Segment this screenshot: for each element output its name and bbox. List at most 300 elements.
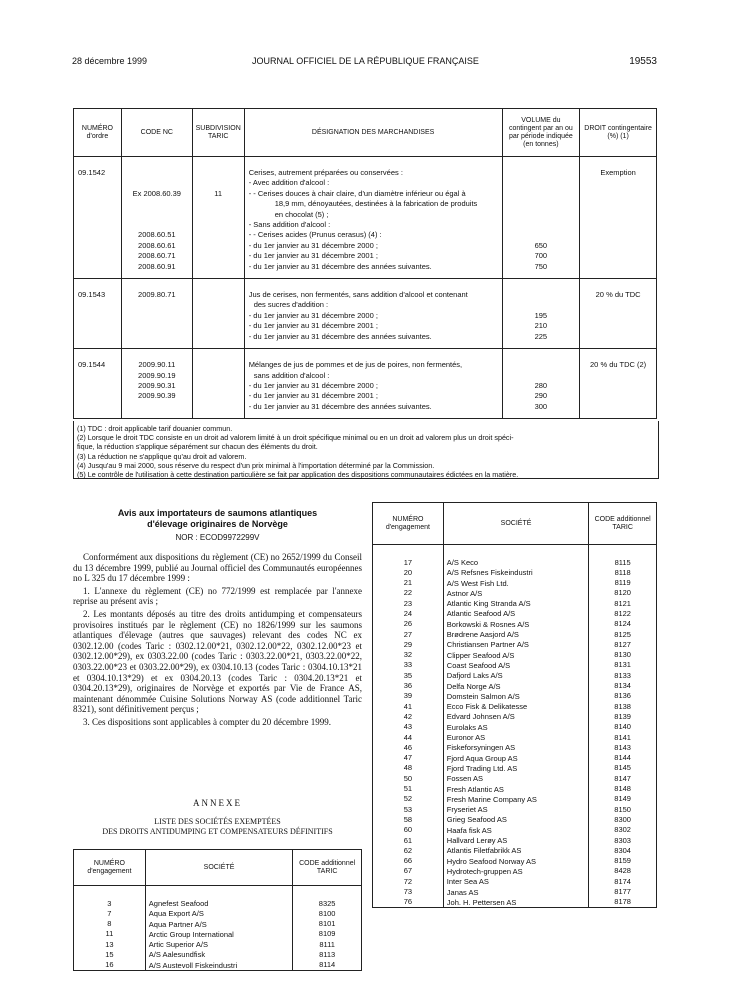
company-name-cell — [443, 660, 589, 670]
company-name: Haafa fisk AS — [446, 825, 492, 835]
volume-blank — [507, 360, 576, 370]
volume-value: 650 — [534, 240, 548, 250]
subdivision-cell — [192, 349, 244, 419]
engagement-number: 62 — [373, 845, 444, 855]
taric-code: 8121 — [589, 598, 657, 608]
engagement-number: 66 — [373, 856, 444, 866]
taric-code: 8124 — [589, 619, 657, 629]
company-name-cell — [443, 753, 589, 763]
subdivision-blank — [197, 381, 240, 391]
header-journal-title: JOURNAL OFFICIEL DE LA RÉPUBLIQUE FRANÇAISE — [252, 56, 479, 66]
code-nc-blank — [126, 168, 188, 178]
company-row — [373, 639, 657, 649]
engagement-number: 35 — [373, 670, 444, 680]
taric-code: 8127 — [589, 639, 657, 649]
engagement-number: 26 — [373, 619, 444, 629]
company-name: Aqua Export A/S — [148, 909, 204, 919]
engagement-number: 58 — [373, 814, 444, 824]
company-name: A/S Refsnes Fiskeindustri — [446, 568, 533, 578]
taric-code: 8133 — [589, 670, 657, 680]
engagement-number: 3 — [74, 898, 146, 908]
volume-blank — [507, 178, 576, 188]
company-name: Astnor A/S — [446, 588, 483, 598]
company-name: Fiskeforsyningen AS — [446, 743, 516, 753]
designation-line: - du 1er janvier au 31 décembre 2001 ; — [248, 391, 378, 401]
company-row — [74, 929, 362, 939]
taric-code: 8325 — [293, 898, 362, 908]
taric-code: 8119 — [589, 578, 657, 588]
taric-code: 8303 — [589, 835, 657, 845]
col-code-nc: CODE NC — [121, 109, 192, 157]
company-name: Hydro Seafood Norway AS — [446, 856, 536, 866]
companies-table-header — [74, 850, 362, 886]
company-name-cell — [145, 898, 293, 908]
header-date: 28 décembre 1999 — [72, 56, 148, 66]
code-nc-blank — [126, 178, 188, 188]
engagement-number: 60 — [373, 825, 444, 835]
footnote-line: (1) TDC : droit applicable tarif douanier commun. — [77, 424, 233, 433]
subdivision-blank — [197, 311, 240, 321]
company-row — [74, 939, 362, 949]
company-name-cell — [443, 722, 589, 732]
tariff-row — [74, 279, 657, 349]
company-name: Fryseriet AS — [446, 805, 488, 815]
footnote-line: (2) Lorsque le droit TDC consiste en un droit ad valorem limité à un droit spécifique minimal ou en un droit ad valorem plus un droit spéci- — [77, 433, 514, 443]
subdivision-blank — [197, 360, 240, 370]
company-name: A/S Keco — [446, 558, 479, 567]
taric-code: 8140 — [589, 722, 657, 732]
volume-cell — [502, 279, 580, 349]
droit-cell — [580, 279, 657, 349]
taric-code: 8150 — [589, 804, 657, 814]
taric-code: 8122 — [589, 608, 657, 618]
numero-ordre — [74, 279, 122, 349]
company-name-cell — [443, 732, 589, 742]
designation-line: - - Cerises acides (Prunus cerasus) (4) : — [248, 230, 382, 240]
subdivision-blank — [197, 290, 240, 300]
code-nc-value: 2008.60.61 — [138, 240, 176, 250]
company-name-cell — [443, 804, 589, 814]
company-row — [373, 804, 657, 814]
company-name-cell — [145, 919, 293, 929]
numero-ordre — [74, 157, 122, 279]
engagement-number: 72 — [373, 876, 444, 886]
volume-value: 225 — [534, 331, 548, 341]
company-name: Fjord Trading Ltd. AS — [446, 763, 518, 773]
subdivision-blank — [197, 402, 240, 412]
avis-title-line-2: d'élevage originaires de Norvège — [147, 519, 288, 529]
col-numero-ordre: NUMÉRO d'ordre — [74, 109, 122, 157]
code-nc-value: 2009.90.31 — [138, 380, 176, 390]
company-name: Fresh Atlantic AS — [446, 784, 504, 794]
droit-cell — [580, 349, 657, 419]
company-row — [373, 588, 657, 598]
subdivision-blank — [197, 210, 240, 220]
company-name-cell — [443, 557, 589, 567]
company-row — [373, 722, 657, 732]
engagement-number: 16 — [74, 960, 146, 971]
engagement-number: 33 — [373, 660, 444, 670]
company-row — [373, 825, 657, 835]
companies-table-header — [373, 503, 657, 545]
company-name-cell — [443, 784, 589, 794]
taric-code: 8302 — [589, 825, 657, 835]
volume-value: 300 — [534, 401, 548, 411]
company-name: Coast Seafood A/S — [446, 660, 511, 670]
taric-code: 8100 — [293, 908, 362, 918]
taric-code: 8139 — [589, 711, 657, 721]
company-name: Eurolaks AS — [446, 722, 488, 732]
subdivision-blank — [197, 168, 240, 178]
spacer-cell — [293, 886, 362, 899]
engagement-number: 32 — [373, 650, 444, 660]
engagement-number: 73 — [373, 887, 444, 897]
footnote-line: (3) La réduction ne s'applique qu'au droit ad valorem. — [77, 451, 247, 461]
company-row — [373, 753, 657, 763]
footnote-line: (4) Jusqu'au 9 mai 2000, sous réserve du respect d'un prix minimal à l'importation déterminé par la Commission. — [77, 460, 435, 470]
company-name: Aqua Partner A/S — [148, 919, 207, 929]
subdivision-blank — [197, 391, 240, 401]
designation-cell — [244, 157, 502, 279]
code-nc-cell — [121, 157, 192, 279]
volume-blank — [507, 168, 576, 178]
code-nc-blank — [126, 300, 188, 310]
taric-code: 8178 — [589, 897, 657, 908]
subdivision-blank — [197, 199, 240, 209]
companies-table-right — [372, 502, 657, 908]
subdivision-blank — [197, 321, 240, 331]
company-name-cell — [443, 681, 589, 691]
engagement-number: 21 — [373, 578, 444, 588]
designation-line: - du 1er janvier au 31 décembre des années suivantes. — [248, 401, 432, 411]
company-name: Christiansen Partner A/S — [446, 640, 529, 650]
company-name-cell — [443, 711, 589, 721]
company-name: Inter Sea AS — [446, 877, 489, 887]
company-row — [373, 794, 657, 804]
company-name-cell — [443, 598, 589, 608]
designation-line: en chocolat (5) ; — [274, 209, 329, 219]
numero-ordre — [74, 349, 122, 419]
designation-line: - du 1er janvier au 31 décembre 2000 ; — [248, 240, 378, 250]
company-name: Janas AS — [446, 887, 479, 897]
taric-code: 8159 — [589, 856, 657, 866]
company-name: Joh. H. Pettersen AS — [446, 897, 517, 907]
taric-code: 8143 — [589, 742, 657, 752]
col-numero-engagement: NUMÉRO d'engagement — [373, 503, 444, 545]
company-name: A/S Austevoll Fiskeindustri — [148, 960, 238, 970]
code-nc-value: 2009.90.11 — [138, 360, 176, 370]
col-code-taric: CODE additionnel TARIC — [589, 503, 657, 545]
taric-code: 8149 — [589, 794, 657, 804]
engagement-number: 39 — [373, 691, 444, 701]
company-row — [373, 773, 657, 783]
company-name-cell — [443, 742, 589, 752]
volume-blank — [507, 199, 576, 209]
company-row — [373, 650, 657, 660]
company-row — [373, 660, 657, 670]
subdivision-cell — [192, 157, 244, 279]
company-row — [373, 814, 657, 824]
engagement-number: 50 — [373, 773, 444, 783]
col-societe: SOCIÉTÉ — [145, 850, 293, 886]
taric-code: 8428 — [589, 866, 657, 876]
code-nc-value: 2008.60.91 — [138, 261, 176, 271]
engagement-number: 44 — [373, 732, 444, 742]
designation-line: Mélanges de jus de pommes et de jus de poires, non fermentés, — [248, 360, 463, 370]
volume-blank — [507, 210, 576, 220]
company-row — [373, 711, 657, 721]
company-name: Brødrene Aasjord A/S — [446, 630, 519, 640]
taric-code: 8131 — [589, 660, 657, 670]
company-name-cell — [443, 825, 589, 835]
engagement-number: 29 — [373, 639, 444, 649]
code-nc-blank — [126, 321, 188, 331]
header-page-number: 19553 — [629, 56, 657, 67]
company-row — [373, 876, 657, 886]
taric-code: 8120 — [589, 588, 657, 598]
company-name-cell — [443, 794, 589, 804]
nor-reference: NOR : ECOD9972299V — [175, 533, 260, 542]
company-name: Ecco Fisk & Delikatesse — [446, 702, 528, 712]
taric-code: 8145 — [589, 763, 657, 773]
company-name-cell — [443, 619, 589, 629]
col-volume: VOLUME du contingent par an ou par période indiquée (en tonnes) — [502, 109, 580, 157]
code-nc-cell — [121, 279, 192, 349]
engagement-number: 22 — [373, 588, 444, 598]
company-name-cell — [443, 691, 589, 701]
spacer-cell — [74, 886, 146, 899]
engagement-number: 52 — [373, 794, 444, 804]
designation-line: Jus de cerises, non fermentés, sans addition d'alcool et contenant — [248, 290, 468, 300]
company-name-cell — [443, 578, 589, 588]
company-row — [373, 619, 657, 629]
designation-cell — [244, 349, 502, 419]
volume-value: 290 — [534, 391, 548, 401]
volume-blank — [507, 189, 576, 199]
taric-code: 8118 — [589, 567, 657, 577]
subdivision-blank — [197, 220, 240, 230]
subdivision-blank — [197, 241, 240, 251]
volume-value: 210 — [534, 321, 548, 331]
code-nc-value: 2009.90.39 — [138, 391, 176, 401]
engagement-number: 51 — [373, 784, 444, 794]
numero-ordre-value: 09.1543 — [78, 290, 106, 300]
tariff-footnotes — [73, 424, 653, 479]
spacer-cell — [373, 545, 444, 558]
droit-value: Exemption — [600, 168, 636, 177]
numero-ordre-value: 09.1542 — [78, 168, 106, 177]
avis-paragraph: 2. Les montants déposés au titre des droits antidumping et compensateurs provisoires institués par le règlement (CE) no 1826/1999 sur les saumons atlantiques d'élevage (autres que sauvages) relevant des codes NC ex 0302.12.00 (codes Taric : 0302.12.00*21, 0302.12.00*22, 0302.12.00*23 et 0302.12.00*29), ex 0303.22.00 (codes Taric : 0303.22.00*21, 0303.22.00*22, 0303.22.00*23 et 0303.22.00*29), ex 0304.10.13 (codes Taric : 0304.10.13*21 et 0304.10.13*29) et ex 0304.20.13 (codes Taric : 0304.20.13*21 et 0304.20.13*29), originaires de Norvège et exportés par Vie de France AS, maintenant dénommée Cuisine Solutions Norway AS (code additionnel Taric 8321), sont définitivement perçus ; — [73, 608, 362, 715]
code-nc-blank — [126, 199, 188, 209]
col-designation: DÉSIGNATION DES MARCHANDISES — [244, 109, 502, 157]
company-name-cell — [443, 763, 589, 773]
avis-paragraph: 1. L'annexe du règlement (CE) no 772/1999 est remplacée par l'annexe reprise au présent avis ; — [73, 585, 362, 607]
company-row — [373, 608, 657, 618]
volume-value: 700 — [534, 251, 548, 261]
spacer-cell — [443, 545, 589, 558]
code-nc-value: 2008.60.71 — [138, 251, 176, 261]
taric-code: 8136 — [589, 691, 657, 701]
company-name-cell — [443, 608, 589, 618]
droit-value: 20 % du TDC (2) — [590, 360, 647, 370]
taric-code: 8109 — [293, 929, 362, 939]
company-name-cell — [443, 701, 589, 711]
col-numero-engagement: NUMÉRO d'engagement — [74, 850, 146, 886]
engagement-number: 11 — [74, 929, 146, 939]
spacer-row — [74, 886, 362, 899]
spacer-cell — [589, 545, 657, 558]
company-name-cell — [443, 670, 589, 680]
company-row — [373, 742, 657, 752]
company-row — [373, 567, 657, 577]
engagement-number: 53 — [373, 804, 444, 814]
taric-code: 8134 — [589, 681, 657, 691]
taric-code: 8147 — [589, 773, 657, 783]
company-name-cell — [443, 814, 589, 824]
taric-code: 8144 — [589, 753, 657, 763]
col-subdivision-taric: SUBDIVISION TARIC — [192, 109, 244, 157]
company-row — [373, 835, 657, 845]
code-nc-blank — [126, 311, 188, 321]
volume-blank — [507, 230, 576, 240]
taric-code: 8125 — [589, 629, 657, 639]
company-name-cell — [443, 567, 589, 577]
droit-value: 20 % du TDC — [595, 290, 641, 300]
subdivision-blank — [197, 370, 240, 380]
company-row — [74, 898, 362, 908]
company-name: Hallvard Lerøy AS — [446, 836, 508, 846]
subdivision-blank — [197, 262, 240, 272]
company-name-cell — [443, 588, 589, 598]
annexe-title: ANNEXE — [193, 798, 242, 808]
company-name-cell — [443, 897, 589, 908]
company-name-cell — [443, 650, 589, 660]
subdivision-blank — [197, 251, 240, 261]
taric-code: 8304 — [589, 845, 657, 855]
footnote-line: fique, la réduction s'applique séparément sur chacun des éléments du droit. — [77, 442, 318, 452]
engagement-number: 41 — [373, 701, 444, 711]
taric-code: 8101 — [293, 919, 362, 929]
company-row — [373, 578, 657, 588]
company-name: Fresh Marine Company AS — [446, 794, 537, 804]
volume-blank — [507, 290, 576, 300]
taric-code: 8177 — [589, 887, 657, 897]
company-name: A/S West Fish Ltd. — [446, 578, 509, 588]
company-row — [74, 960, 362, 971]
company-name: Artic Superior A/S — [148, 940, 208, 950]
engagement-number: 67 — [373, 866, 444, 876]
code-nc-value: 2009.80.71 — [138, 290, 176, 300]
company-row — [373, 701, 657, 711]
company-row — [373, 784, 657, 794]
company-name: Delfa Norge A/S — [446, 681, 501, 691]
code-nc-value: 2009.90.19 — [138, 370, 176, 380]
company-name-cell — [145, 939, 293, 949]
company-row — [373, 763, 657, 773]
company-row — [373, 732, 657, 742]
taric-code: 8174 — [589, 876, 657, 886]
company-row — [373, 557, 657, 567]
avis-paragraph: 3. Ces dispositions sont applicables à compter du 20 décembre 1999. — [83, 716, 331, 727]
taric-code: 8138 — [589, 701, 657, 711]
company-name-cell — [443, 866, 589, 876]
designation-line: - Sans addition d'alcool : — [248, 220, 331, 230]
company-name: Borkowski & Rosnes A/S — [446, 619, 530, 629]
engagement-number: 23 — [373, 598, 444, 608]
volume-blank — [507, 370, 576, 380]
code-nc-blank — [126, 210, 188, 220]
avis-body — [73, 552, 362, 730]
company-name: Atlantic Seafood A/S — [446, 609, 516, 619]
code-nc-cell — [121, 349, 192, 419]
engagement-number: 20 — [373, 567, 444, 577]
engagement-number: 15 — [74, 949, 146, 959]
company-row — [373, 845, 657, 855]
taric-code: 8111 — [293, 939, 362, 949]
designation-line: 18,9 mm, dénoyautées, destinées à la fabrication de produits — [274, 199, 478, 209]
code-nc-blank — [126, 332, 188, 342]
col-code-taric: CODE additionnel TARIC — [293, 850, 362, 886]
volume-cell — [502, 349, 580, 419]
engagement-number: 24 — [373, 608, 444, 618]
engagement-number: 46 — [373, 742, 444, 752]
engagement-number: 17 — [373, 557, 444, 567]
company-row — [373, 670, 657, 680]
col-societe: SOCIÉTÉ — [443, 503, 589, 545]
engagement-number: 48 — [373, 763, 444, 773]
tariff-row — [74, 157, 657, 279]
company-row — [373, 866, 657, 876]
company-name: Fjord Aqua Group AS — [446, 753, 518, 763]
company-name: Edvard Johnsen A/S — [446, 712, 515, 722]
company-row — [74, 908, 362, 918]
engagement-number: 7 — [74, 908, 146, 918]
annexe-subtitle — [73, 817, 362, 837]
taric-code: 8130 — [589, 650, 657, 660]
engagement-number: 42 — [373, 711, 444, 721]
designation-line: - du 1er janvier au 31 décembre 2001 ; — [248, 321, 378, 331]
designation-line: - du 1er janvier au 31 décembre des années suivantes. — [248, 331, 432, 341]
company-name: Grieg Seafood AS — [446, 815, 507, 825]
company-name: Agnefest Seafood — [148, 899, 209, 908]
company-name-cell — [443, 773, 589, 783]
company-name: Hydrotech-gruppen AS — [446, 866, 523, 876]
company-name: Dafjord Laks A/S — [446, 671, 503, 681]
designation-line: - du 1er janvier au 31 décembre 2000 ; — [248, 310, 378, 320]
engagement-number: 36 — [373, 681, 444, 691]
droit-cell — [580, 157, 657, 279]
subdivision-value: 11 — [214, 188, 223, 198]
designation-line: - du 1er janvier au 31 décembre 2001 ; — [248, 251, 378, 261]
code-nc-blank — [126, 402, 188, 412]
company-name: Fossen AS — [446, 774, 484, 784]
taric-code: 8114 — [293, 960, 362, 971]
code-nc-blank — [126, 220, 188, 230]
volume-blank — [507, 300, 576, 310]
company-row — [74, 919, 362, 929]
company-row — [74, 949, 362, 959]
taric-code: 8300 — [589, 814, 657, 824]
volume-value: 195 — [534, 310, 548, 320]
designation-line: sans addition d'alcool : — [253, 370, 330, 380]
tariff-row — [74, 349, 657, 419]
engagement-number: 8 — [74, 919, 146, 929]
volume-cell — [502, 157, 580, 279]
annexe-subtitle-line-1: LISTE DES SOCIÉTÉS EXEMPTÉES — [154, 817, 281, 826]
company-name: Arctic Group International — [148, 929, 234, 939]
subdivision-cell — [192, 279, 244, 349]
company-name: Atlantis Filetfabrikk AS — [446, 846, 522, 856]
